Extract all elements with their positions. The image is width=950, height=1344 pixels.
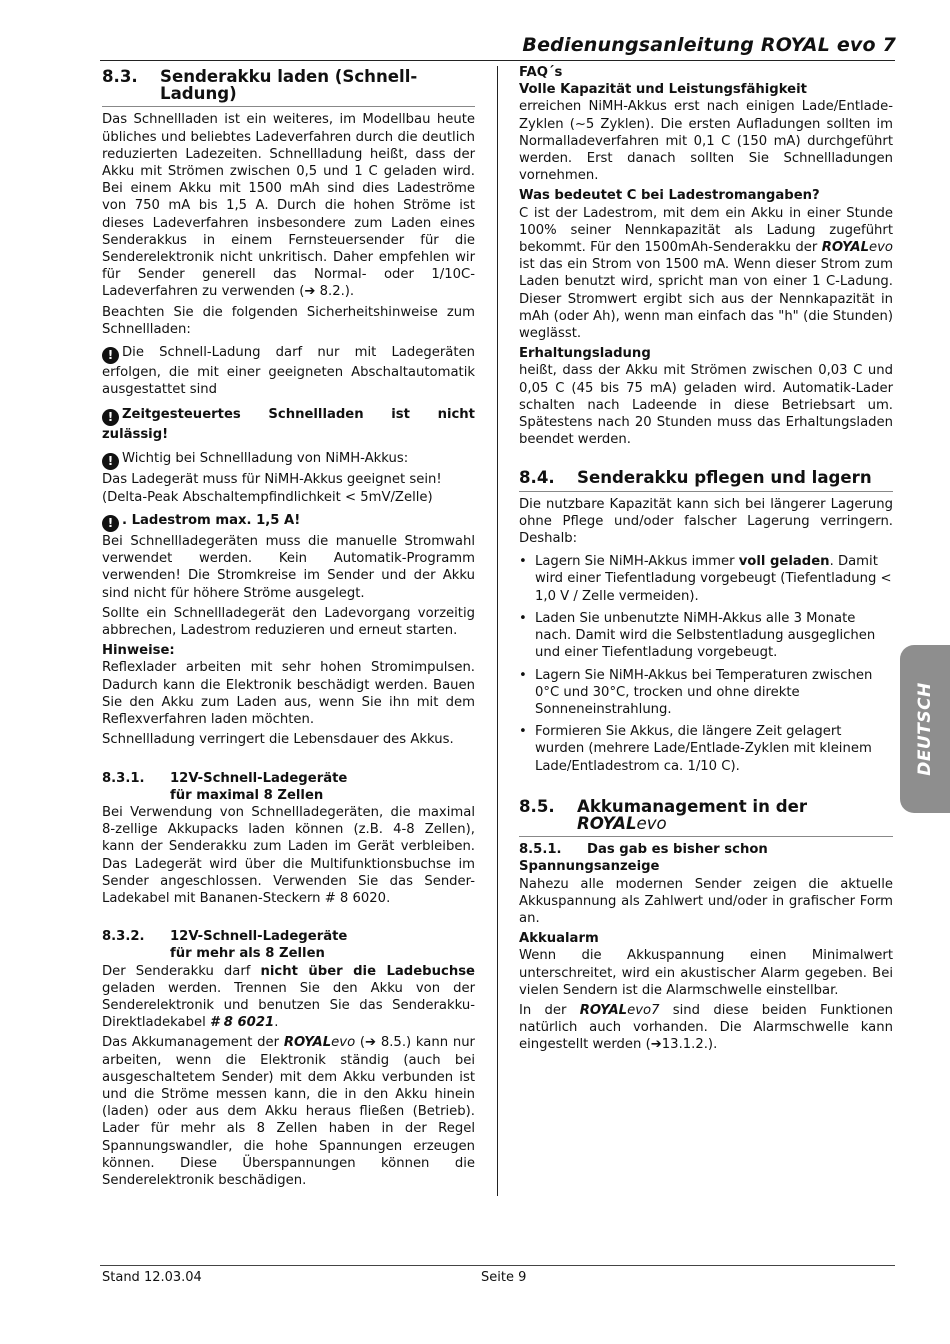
column-separator <box>497 66 498 1196</box>
section-8-3-2-heading <box>102 928 475 962</box>
list-item: • Laden Sie unbenutzte NiMH-Akkus alle 3 Monate nach. Damit wird die Selbstentladung ausgeglichen und einer Tiefentladung vorgebeugt. <box>519 610 893 662</box>
paragraph <box>102 963 475 1032</box>
section-title: Das gab es bisher schon <box>587 842 768 858</box>
warning-icon: ! <box>102 409 119 426</box>
brand-suffix: evo <box>636 813 667 833</box>
text-run: # 8 6021 <box>209 1015 275 1031</box>
subheading: Spannungsanzeige <box>519 859 660 875</box>
section-number: 8.3.2. <box>102 929 145 945</box>
warning-note <box>102 344 475 398</box>
text-run: voll geladen <box>738 554 830 570</box>
left-column <box>102 68 475 1192</box>
brand-name: ROYAL <box>821 240 869 256</box>
header-rule <box>100 60 895 61</box>
paragraph: Nahezu alle modernen Sender zeigen die aktuelle Akkuspannung als Zahlwert und/oder in grafischer Form an. <box>519 876 893 926</box>
section-8-5-heading <box>519 798 893 837</box>
text-run: nicht über die Ladebuchse <box>260 963 476 979</box>
warning-text: Wichtig bei Schnellladung von NiMH-Akkus: <box>122 450 409 466</box>
section-number: 8.5.1. <box>519 842 562 858</box>
faq-heading: FAQ´s <box>519 65 563 80</box>
faq-question: Volle Kapazität und Leistungsfähigkeit <box>519 82 807 98</box>
text-run: Das Akkumanagement der <box>102 1035 284 1051</box>
footer-rule <box>100 1265 895 1266</box>
section-title: Senderakku laden (Schnell-Ladung) <box>160 67 418 104</box>
warning-text: Die Schnell-Ladung darf nur mit Ladegeräten erfolgen, die mit einer geeigneten Abschaltautomatik ausgestattet sind <box>102 345 475 398</box>
text-run: geladen werden. Trennen Sie den Akku von der Senderelektronik und benutzen Sie das Senderakku-Direktladekabel <box>102 980 475 1031</box>
language-label: DEUTSCH <box>915 682 935 776</box>
section-8-4-heading <box>519 469 893 491</box>
faq-question: Erhaltungsladung <box>519 346 651 362</box>
list-item: • Lagern Sie NiMH-Akkus bei Temperaturen zwischen 0°C und 30°C, trocken und ohne direkte Sonneneinstrahlung. <box>519 667 893 719</box>
warning-note <box>102 450 475 470</box>
warning-detail: (Delta-Peak Abschaltempfindlichkeit < 5mV/Zelle) <box>102 489 433 505</box>
section-title: 12V-Schnell-Ladegeräte <box>170 929 348 945</box>
paragraph: Reflexlader arbeiten mit sehr hohen Stromimpulsen. Dadurch kann die Elektronik beschädigt werden. Bauen Sie den Akku zum Laden aus, wenn Sie ihn mit dem Reflexverfahren laden möchten. <box>102 660 475 728</box>
right-column <box>519 64 893 1057</box>
warning-icon: ! <box>102 453 119 470</box>
section-8-3-heading <box>102 68 475 107</box>
section-number: 8.3.1. <box>102 770 145 786</box>
text-run: . Damit wird einer Tiefentladung vorgebeugt (Tiefentladung < 1,0 V / Zelle vermeiden). <box>535 554 892 604</box>
warning-detail: Das Ladegerät muss für NiMH-Akkus geeignet sein! <box>102 471 442 487</box>
faq-question: Was bedeutet C bei Ladestromangaben? <box>519 188 820 204</box>
section-number: 8.3. <box>102 67 138 86</box>
paragraph <box>102 1034 475 1189</box>
section-number: 8.4. <box>519 468 555 488</box>
paragraph: Die nutzbare Kapazität kann sich bei längerer Lagerung ohne Pflege und/oder falscher Lagerung verringern. Deshalb: <box>519 496 893 547</box>
brand-suffix: evo <box>869 240 893 256</box>
list-item <box>519 553 893 605</box>
page-header-title: Bedienungsanleitung ROYAL evo 7 <box>522 34 896 56</box>
text-run: . <box>274 1015 279 1031</box>
section-title <box>577 798 893 832</box>
text-run: In der <box>519 1002 580 1018</box>
paragraph: Bei Schnellladegeräten muss die manuelle Stromwahl verwendet werden. Kein Automatik-Programm verwenden! Die Stromkreise im Sender und der Akku sind nicht für höhere Ströme ausgelegt. <box>102 534 475 601</box>
paragraph: Das Schnellladen ist ein weiteres, im Modellbau heute übliches und beliebtes Ladeverfahren durch die deutlich reduzierten Ladezeiten. Schnellladung heißt, dass der Akku mit Strömen zwischen 0,5 und 1 C geladen wird. Bei einem Akku mit 1500 mAh sind dies Ladeströme von 750 mA bis 1,5 A. Durch die hohen Ströme ist dieses Ladeverfahren insbesondere zum Laden eines Senderakkus in einem Fernsteuersender für die Senderelektronik nicht unkritisch. Daher empfehlen wir für Sender generell das Normal- oder 1/10C-Ladeverfahren zu verwenden (➔ 8.2.). <box>102 112 475 300</box>
brand-name: ROYAL <box>579 1002 628 1018</box>
section-8-3-1-heading <box>102 770 475 804</box>
text-run: C ist der Ladestrom, mit dem ein Akku in einer Stunde 100% seiner Nennkapazität als Ladung zugeführt bekommt. Für den 1500mAh-Senderakku der <box>519 205 893 256</box>
brand-name: ROYAL <box>577 813 637 833</box>
paragraph: Sollte ein Schnellladegerät den Ladevorgang vorzeitig abbrechen, Ladestrom reduzieren und erneut starten. <box>102 605 475 639</box>
section-title: 12V-Schnell-Ladegeräte <box>170 770 348 786</box>
warning-icon: ! <box>102 515 119 532</box>
list-item: • Formieren Sie Akkus, die längere Zeit gelagert wurden (mehrere Lade/Entlade-Zyklen mit kleinem Lade/Entladestrom ca. 1/10 C). <box>519 723 893 775</box>
faq-answer <box>519 205 893 343</box>
brand-name: ROYAL <box>283 1035 332 1051</box>
section-8-5-1-heading <box>519 841 893 858</box>
section-title: Senderakku pflegen und lagern <box>577 468 872 488</box>
paragraph: Wenn die Akkuspannung einen Minimalwert unterschreitet, wird ein akustischer Alarm gegeben. Bei vielen Sendern ist die Alarmschwelle einstellbar. <box>519 948 893 998</box>
care-list <box>519 553 893 774</box>
warning-text: . Ladestrom max. 1,5 A! <box>122 513 301 529</box>
text-run: ist das ein Strom von 1500 mA. Wenn dieser Strom zum Laden benutzt wird, spricht man von einer 1 C-Ladung. Dieser Stromwert ergibt sich aus der Nennkapazität in mAh (oder Ah), wenn man einfach das "h" (die Stunden) weglässt. <box>519 257 893 342</box>
faq-answer: heißt, dass der Akku mit Strömen zwischen 0,03 C und 0,05 C (45 bis 75 mA) geladen wird. Automatik-Lader schalten nach Ladeende in diese Betriebsart um. Spätestens nach 20 Stunden muss das Erhaltungsladen beendet werden. <box>519 363 893 448</box>
footer-date: Stand 12.03.04 <box>102 1270 202 1285</box>
paragraph: Beachten Sie die folgenden Sicherheitshinweise zum Schnellladen: <box>102 304 475 337</box>
text-run: Akkumanagement in der <box>577 796 808 816</box>
brand-suffix: evo <box>331 1035 356 1051</box>
text-run: Der Senderakku darf <box>102 963 261 979</box>
text-run: sind diese beiden Funktionen natürlich auch vorhanden. Die Alarmschwelle kann eingestellt werden (➔13.1.2.). <box>519 1002 893 1053</box>
faq-answer: erreichen NiMH-Akkus erst nach einigen Lade/Entlade-Zyklen (~5 Zyklen). Die ersten Aufladungen sollten im Normalladeverfahren mit 0,1 C (150 mA) durchgeführt werden. Erst danach sollten Sie Schnellladungen vornehmen. <box>519 99 893 184</box>
subheading: Akkualarm <box>519 931 599 947</box>
text-run: (➔ 8.5.) kann nur arbeiten, wenn die Elektronik ständig (auch bei ausgeschaltetem Sender) mit dem Akku verbunden ist und die Ströme messen kann, die in den Akku hinein (laden) oder aus dem Akku heraus fließen (Betrieb). Lader für mehr als 8 Zellen haben in der Regel Spannungswandler, die hohe Spannungen erzeugen können. Diese Überspannungen können die Senderelektronik beschädigen. <box>102 1035 475 1188</box>
warning-icon: ! <box>102 347 119 364</box>
brand-suffix: evo7 <box>627 1002 660 1018</box>
section-subtitle: für maximal 8 Zellen <box>170 787 324 803</box>
paragraph <box>519 1002 893 1054</box>
section-subtitle: für mehr als 8 Zellen <box>170 946 325 962</box>
paragraph: Schnellladung verringert die Lebensdauer des Akkus. <box>102 732 454 748</box>
footer-page-number: Seite 9 <box>481 1270 527 1285</box>
warning-note <box>102 512 475 532</box>
warning-note <box>102 406 475 443</box>
section-number: 8.5. <box>519 796 555 816</box>
paragraph: Bei Verwendung von Schnellladegeräten, die maximal 8-zellige Akkupacks laden können (z.B. 4-8 Zellen), kann der Senderakku zum Laden im Gerät verbleiben. Das Ladegerät wird über die Multifunktionsbuchse im Sender angeschlossen. Verwenden Sie das Sender-Ladekabel mit Bananen-Steckern # 8 6020. <box>102 804 475 906</box>
text-run: Lagern Sie NiMH-Akkus immer <box>535 554 739 570</box>
hinweise-heading: Hinweise: <box>102 643 175 659</box>
language-side-tab <box>900 645 950 813</box>
warning-text: Zeitgesteuertes Schnellladen ist nicht zulässig! <box>102 407 475 443</box>
